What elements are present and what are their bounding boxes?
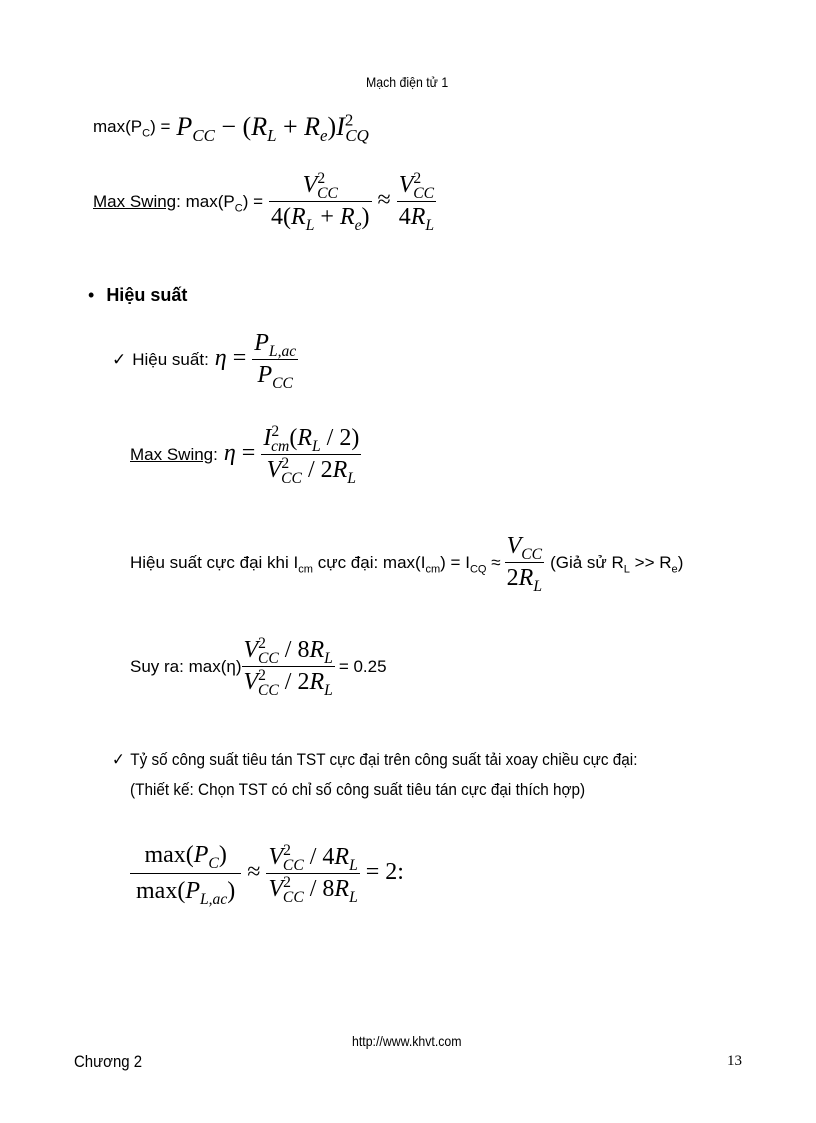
page-number: 13 [727, 1053, 742, 1069]
equation-max-swing-pc: Max Swing: $\max(P_C)$ = $\frac{V^2_{CC}}{4(R_L + R_e)}$ ≈ $\frac{V^2_{CC}}{4R_L}$ [93, 170, 435, 234]
page-header: Mạch điện tử 1 [366, 74, 449, 90]
fraction-vcc2-over-4rl: $\frac{V^2_{CC}}{4R_L}$ [398, 170, 435, 234]
max-efficiency-result: Suy ra: max(η) $\frac{V^2_{CC} / 8R_L}{V^2_{CC} / 2R_L}$ = 0.25 [130, 635, 387, 699]
equation-max-pc: $\max(P_C)$ = $P_{CC} - (R_L + R_e)I^2_{CQ}$ [93, 110, 369, 146]
section-heading: • Hiệu suất [88, 285, 188, 305]
ratio-description: ✓ Tỷ số công suất tiêu tán TST cực đại trên công suất tải xoay chiều cực đại: (Thiết kế: Chọn TST có chỉ số công suất tiêu tán cực đại thích hợp) [112, 750, 638, 799]
bullet-icon: • [88, 285, 95, 305]
checkmark-icon: ✓ [112, 750, 125, 769]
checkmark-icon: ✓ [112, 349, 127, 369]
peak-efficiency-condition: Hiệu suất cực đại khi $I_{cm}$ cực đại: $\max(I_{cm}) = I_{CQ}$ ≈ $\frac{V_{CC}}{2R_L}$ (Giả sử $R_L >> R_e$) [130, 533, 684, 595]
footer-chapter: Chương 2 [74, 1052, 143, 1071]
footer-url[interactable]: http://www.khvt.com [352, 1033, 462, 1049]
efficiency-definition: ✓ Hiệu suất: η = $\frac{P_{L,ac}}{P_{CC}}$ [112, 330, 297, 392]
fraction-vcc2-over-4rlre: $\frac{V^2_{CC}}{4(R_L + R_e)}$ [271, 170, 370, 234]
ratio-equation: $\frac{\max(P_C)}{\max(P_{L,ac})}$ ≈ $\frac{V^2_{CC} / 4R_L}{V^2_{CC} / 8R_L}$ = 2: [130, 842, 404, 905]
efficiency-max-swing: Max Swing: η = $\frac{I^2_{cm}(R_L / 2)}{V^2_{CC} / 2R_L}$ [130, 423, 360, 487]
